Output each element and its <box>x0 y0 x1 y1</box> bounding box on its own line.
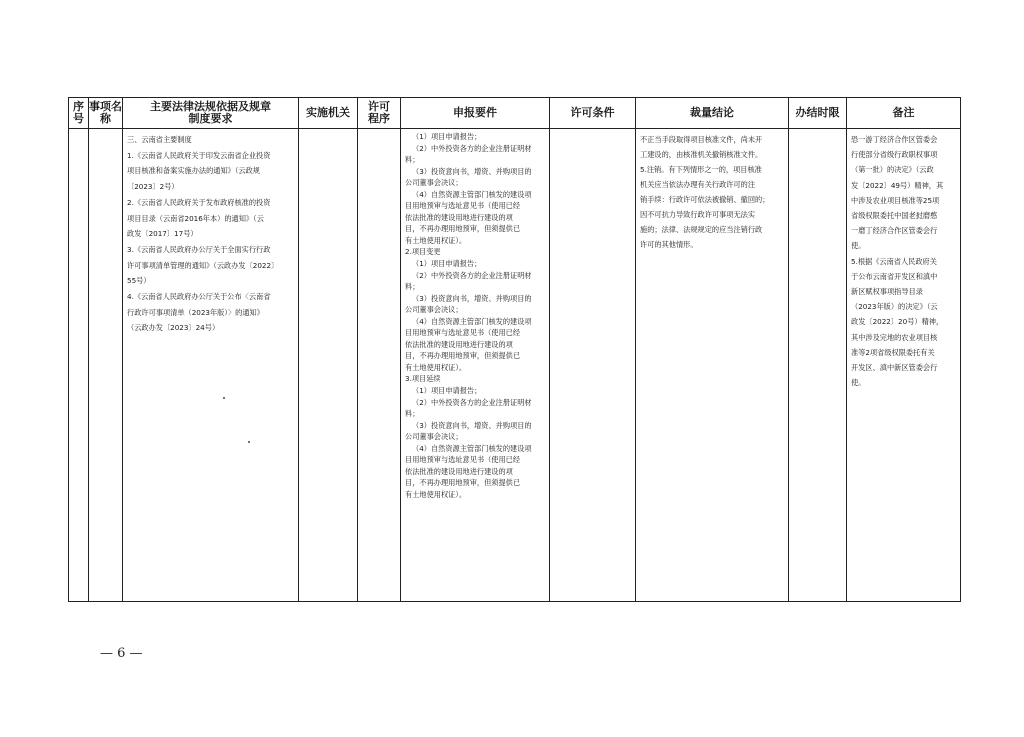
text-line: 不正当手段取得项目核准文件，尚未开 <box>640 135 763 144</box>
text-line: 5.注销。有下列情形之一的，项目核准 <box>640 165 762 174</box>
text-line: （3）投资意向书，增资、并购项目的 <box>412 293 532 303</box>
text-line: 料； <box>405 155 420 165</box>
cell-name <box>89 129 123 602</box>
text-line: 准等2项省级权限委托有关 <box>851 347 935 357</box>
permit-table <box>68 97 961 602</box>
text-line: 3.项目延续 <box>405 374 441 384</box>
basis-text <box>123 129 298 336</box>
text-line: 公司董事会决议； <box>405 432 463 442</box>
header-agency: 实施机关 <box>299 98 358 129</box>
text-line: 工建设的，由核准机关撤销核准文件。 <box>640 150 763 159</box>
text-line: 4.《云南省人民政府办公厅关于公布〈云南省 <box>127 292 271 302</box>
text-line: 销手续：行政许可依法被撤销、撤回的； <box>640 195 770 204</box>
text-line: （4）自然资源主管部门核发的建设项 <box>412 189 532 199</box>
text-line: 项目核准和备案实施办法的通知》（云政规 <box>127 166 260 176</box>
text-line: 料； <box>405 282 420 292</box>
text-line: 行使部分省级行政职权事项 <box>851 150 938 160</box>
text-line: 目用地预审与选址意见书（使用已经 <box>405 455 521 465</box>
text-line: 依法批准的建设用地进行建设的项 <box>405 212 513 222</box>
text-line: （3）投资意向书，增资、并购项目的 <box>412 420 532 430</box>
cell-conditions <box>550 129 636 602</box>
text-line: （2023年版）的决定》（云 <box>851 302 938 312</box>
text-line: 因不可抗力导致行政许可事项无法实 <box>640 210 756 219</box>
text-line: 2.《云南省人民政府关于发布政府核准的投资 <box>127 197 271 207</box>
cell-basis <box>123 129 299 602</box>
page-number: — 6 — <box>100 646 143 661</box>
cell-materials <box>401 129 550 602</box>
header-ruling: 裁量结论 <box>636 98 789 129</box>
header-procedure: 许可程序 <box>358 98 401 129</box>
cell-procedure <box>358 129 401 602</box>
text-line: 有土地使用权证）。 <box>405 489 467 499</box>
cell-remarks <box>847 129 961 602</box>
text-line: 施的；法律、法规规定的应当注销行政 <box>640 225 763 234</box>
text-line: （1）项目申请报告； <box>412 259 482 269</box>
text-line: 5.根据《云南省人民政府关 <box>851 256 937 266</box>
text-line: 项目目录（云南省2016年本）的通知》（云 <box>127 213 264 223</box>
text-line: 〔2023〕2号） <box>127 182 179 192</box>
text-line: （4）自然资源主管部门核发的建设项 <box>412 316 532 326</box>
table-row <box>69 129 961 602</box>
cell-seq <box>69 129 89 602</box>
text-line: 许可事项清单管理的通知》（云政办发〔2022〕 <box>127 260 279 270</box>
text-line: 一磨丁经济合作区管委会行 <box>851 226 938 236</box>
text-line: 55号） <box>127 276 151 286</box>
text-line: 目用地预审与选址意见书（使用已经 <box>405 201 521 211</box>
text-line: 许可的其他情形。 <box>640 240 698 249</box>
header-remarks: 备注 <box>847 98 961 129</box>
text-line: 依法批准的建设用地进行建设的项 <box>405 466 513 476</box>
scan-speck <box>248 441 250 443</box>
text-line: 三、云南省主要制度 <box>127 135 192 144</box>
scan-speck <box>223 397 225 399</box>
header-materials: 申报要件 <box>401 98 550 129</box>
text-line: （2）中外投资各方的企业注册证明材 <box>412 270 532 280</box>
text-line: （1）项目申请报告； <box>412 386 482 396</box>
text-line: （3）投资意向书，增资、并购项目的 <box>412 166 532 176</box>
text-line: 目，不再办理用地预审，但须提供已 <box>405 224 521 234</box>
text-line: 料； <box>405 409 420 419</box>
text-line: （第一批）的决定》（云政 <box>851 165 934 175</box>
header-seq: 序号 <box>69 98 89 129</box>
text-line: 行政许可事项清单（2023年版）〉的通知》 <box>127 307 264 317</box>
text-line: 依法批准的建设用地进行建设的项 <box>405 339 513 349</box>
text-line: 于公布云南省开发区和滇中 <box>851 271 938 281</box>
text-line: 中涉及农业项目核准等25项 <box>851 195 940 205</box>
text-line: 公司董事会决议； <box>405 305 463 315</box>
text-line: 其中涉及完地的农业项目核 <box>851 332 938 342</box>
text-line: 3.《云南省人民政府办公厅关于全面实行行政 <box>127 244 271 254</box>
text-line: 发〔2022〕49号）精神，其 <box>851 180 944 190</box>
text-line: 开发区、滇中新区管委会行 <box>851 363 938 373</box>
text-line: 机关应当依法办理有关行政许可的注 <box>640 180 756 189</box>
text-line: 使。 <box>851 241 866 251</box>
text-line: 使。 <box>851 378 866 388</box>
text-line: 恐一游丁经济合作区管委会 <box>851 135 938 144</box>
text-line: （2）中外投资各方的企业注册证明材 <box>412 397 532 407</box>
cell-ruling <box>636 129 789 602</box>
text-line: 政发〔2017〕17号） <box>127 229 198 239</box>
text-line: （4）自然资源主管部门核发的建设项 <box>412 443 532 453</box>
text-line: （1）项目申请报告； <box>412 132 482 141</box>
text-line: 目，不再办理用地预审，但须提供已 <box>405 351 521 361</box>
text-line: （云政办发〔2023〕24号） <box>127 323 220 333</box>
ruling-text <box>636 129 788 252</box>
header-basis: 主要法律法规依据及规章制度要求 <box>123 98 299 129</box>
header-name: 事项名称 <box>89 98 123 129</box>
cell-agency <box>299 129 358 602</box>
text-line: 新区赋权事项指导目录 <box>851 287 923 297</box>
materials-text <box>401 129 549 501</box>
text-line: 有土地使用权证）。 <box>405 362 467 372</box>
text-line: 省级权限委托中国老挝磨憨 <box>851 211 938 221</box>
header-deadline: 办结时限 <box>789 98 847 129</box>
text-line: 政发〔2022〕20号）精神， <box>851 317 944 327</box>
text-line: （2）中外投资各方的企业注册证明材 <box>412 143 532 153</box>
header-row <box>69 98 961 129</box>
remarks-text <box>847 129 960 390</box>
text-line: 1.《云南省人民政府关于印发云南省企业投资 <box>127 150 271 160</box>
text-line: 目，不再办理用地预审，但须提供已 <box>405 478 521 488</box>
cell-deadline <box>789 129 847 602</box>
text-line: 公司董事会决议； <box>405 178 463 188</box>
text-line: 目用地预审与选址意见书（使用已经 <box>405 328 521 338</box>
text-line: 有土地使用权证）。 <box>405 235 467 245</box>
header-conditions: 许可条件 <box>550 98 636 129</box>
text-line: 2.项目变更 <box>405 247 441 257</box>
